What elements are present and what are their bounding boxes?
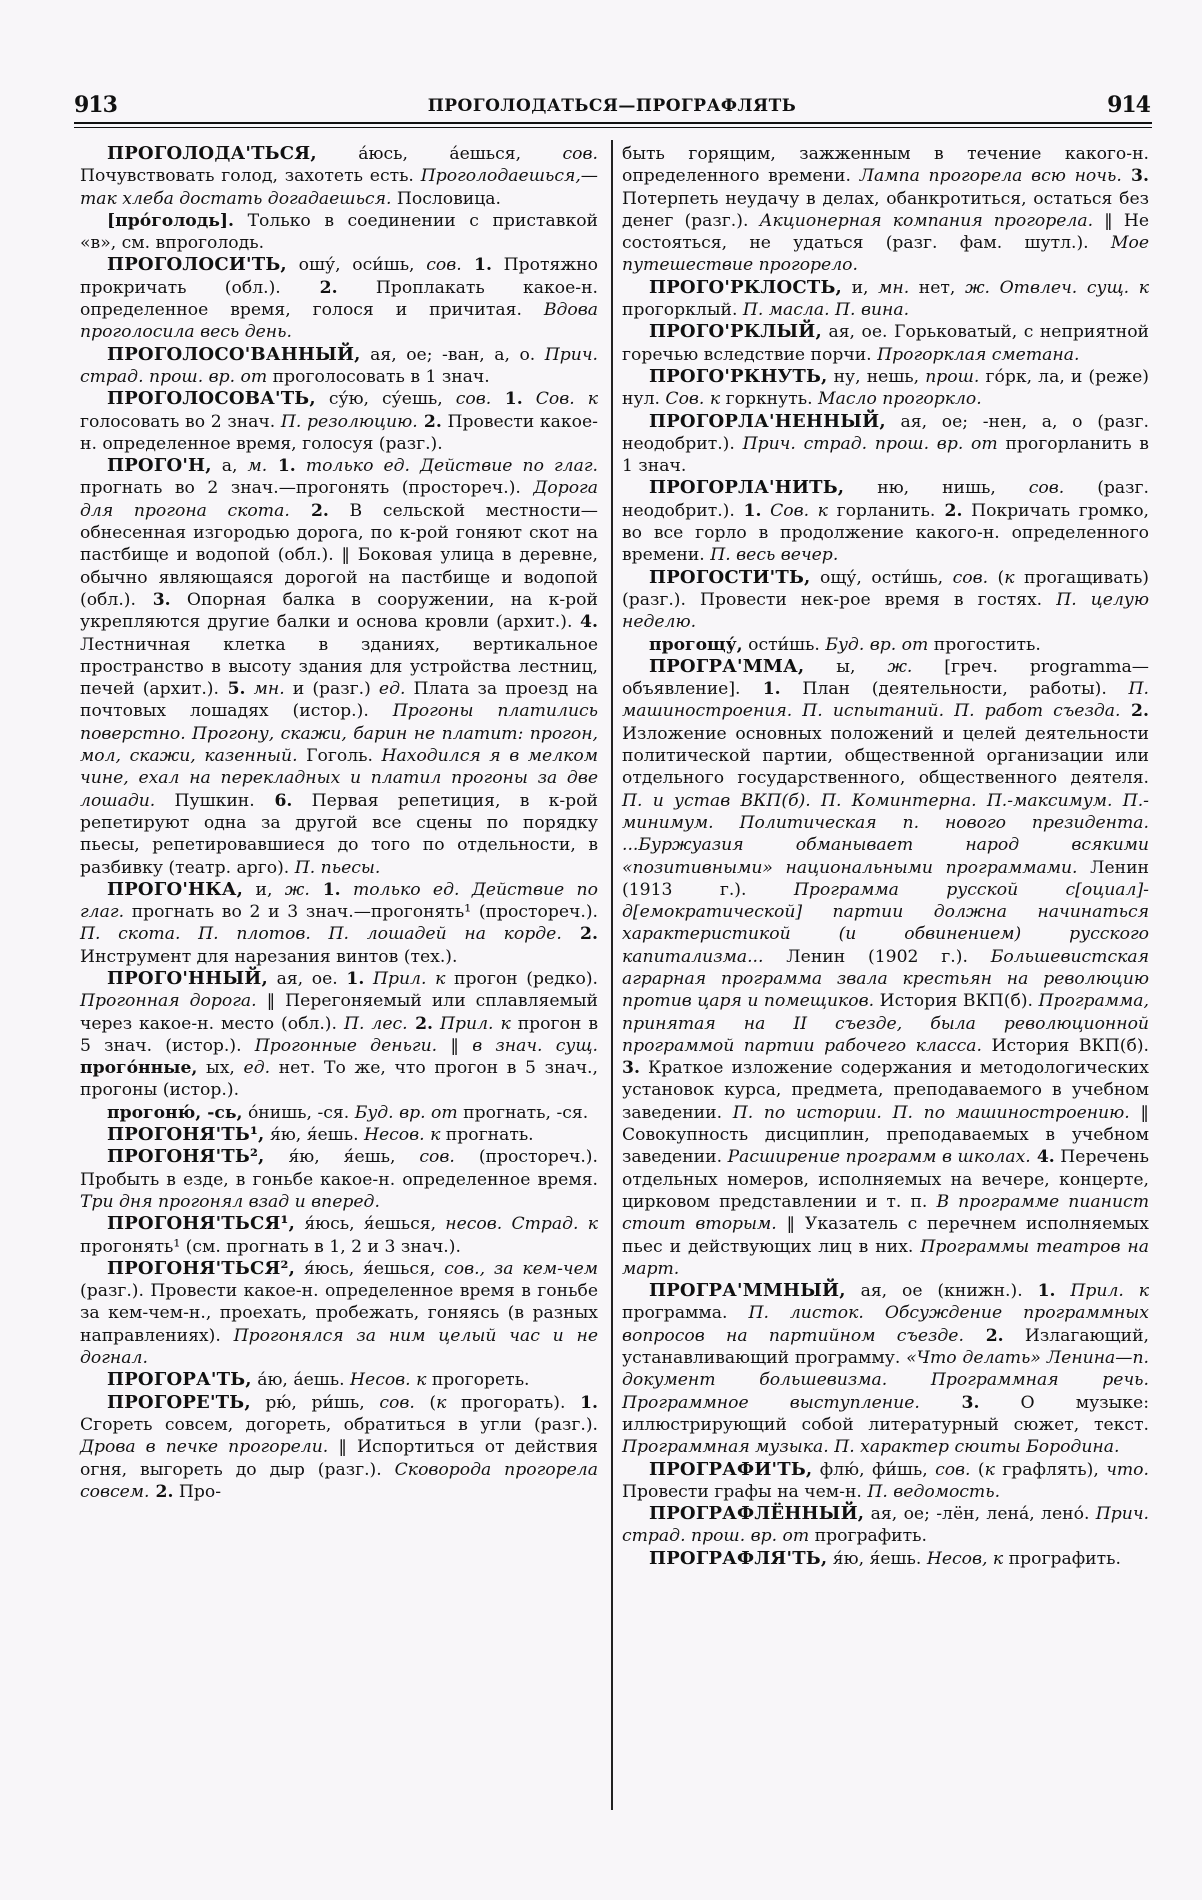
example: В программе пианист стоит вторым.	[622, 1191, 1149, 1235]
example: П. целую неделю.	[622, 589, 1150, 633]
example: Прогонялся за ним целый час и не догнал.	[80, 1325, 598, 1369]
dictionary-entry: ПРОГО'РКНУТЬ, ну, нешь, прош. го́рк, ла, и (реже) нул. Сов. к горкнуть. Масло прогоркло.	[622, 365, 1149, 410]
example: Дрова в печке прогорели.	[80, 1437, 329, 1458]
headword: прогоню́, -сь,	[107, 1102, 243, 1123]
headword: ПРОГОЛОСОВА'ТЬ,	[107, 388, 316, 410]
headword: ПРОГОСТИ'ТЬ,	[649, 566, 811, 588]
dictionary-entry: ПРОГРАФИ'ТЬ, флю́, фи́шь, сов. (к графлять), что. Провести графы на чем-н. П. ведомость.	[622, 1458, 1149, 1502]
headword: ПРОГРА'ММНЫЙ,	[649, 1280, 846, 1302]
dictionary-entry: ПРОГОЛОДА'ТЬСЯ, а́юсь, а́ешься, сов. Почувствовать голод, захотеть есть. Проголодаешься,—так хлеба достать догадаешься. Пословица.	[80, 143, 598, 209]
headword: прогощу́,	[649, 634, 743, 655]
example: Три дня прогонял взад и вперед.	[80, 1191, 380, 1212]
headword: ПРОГО'НКА,	[107, 878, 244, 900]
example: «Что делать» Ленина—п. документ большевизма. Программная речь. Программное выступление.	[622, 1348, 1150, 1413]
example: Расширение программ в школах.	[727, 1147, 1031, 1168]
dictionary-entry: ПРОГОНЯ'ТЬСЯ², я́юсь, я́ешься, сов., за кем-чем (разг.). Провести какое-н. определенное время в гоньбе за кем-чем-н., проехать, пробежать, гоняясь (в разных направлениях). Прогонялся за ним целый час и не догнал.	[80, 1257, 598, 1369]
dictionary-entry: ПРОГОРЛА'НЕННЫЙ, ая, ое; -нен, а, о (разг. неодобрит.). Прич. страд. прош. вр. от прогорланить в 1 знач.	[622, 410, 1150, 477]
dictionary-entry: прогоню́, -сь, о́нишь, -ся. Буд. вр. от прогнать, -ся.	[107, 1102, 589, 1123]
example: П. пьесы.	[294, 857, 381, 878]
headword: [про́голодь].	[107, 210, 235, 231]
dictionary-entry: ПРОГОЛОСИ'ТЬ, ошу́, оси́шь, сов. 1. Протяжно прокричать (обл.). 2. Проплакать какое-н. определенное время, голося и причитая. Вдова проголосила весь день.	[80, 254, 598, 343]
example: Проголодаешься,—так хлеба достать догадаешься.	[80, 166, 598, 209]
headword: ПРОГО'ННЫЙ,	[107, 967, 268, 989]
dictionary-entry: ПРОГРАФЛЯ'ТЬ, я́ю, я́ешь. Несов, к прографить.	[649, 1547, 1121, 1569]
example: Лампа прогорела всю ночь.	[859, 166, 1122, 187]
dictionary-entry: ПРОГРА'ММА, ы, ж. [греч. programma—объявление]. 1. План (деятельности, работы). П. машиностроения. П. испытаний. П. работ съезда. 2. Изложение основных положений и целей деятельности политической партии, общественной организации или отдельного государственного, общественного деятеля. П. и устав ВКП(б). П. Коминтерна. П.-максимум. П.-минимум. Политическая п. нового президента. ...Буржуазия обманывает народ всякими «позитивными» национальными программами. Ленин (1913 г.). Программа русской с[оциал]-д[емократической] партии должна начинаться характеристикой (и обвинением) русского капитализма... Ленин (1902 г.). Большевистская аграрная программа звала крестьян на революцию против царя и помещиков. История ВКП(б). Программа, принятая на II съезде, была революционной программой партии рабочего класса. История ВКП(б). 3. Краткое изложение содержания и методологических установок курса, предмета, преподаваемого в учебном заведении. П. по истории. П. по машиностроению. ‖ Совокупность дисциплин, преподаваемых в учебном заведении. Расширение программ в школах. 4. Перечень отдельных номеров, исполняемых на вечере, концерте, цирковом представлении и т. п. В программе пианист стоит вторым. ‖ Указатель с перечнем исполняемых пьес и действующих лиц в них. Программы театров на март.	[622, 655, 1150, 1279]
example: Находился я в мелком чине, ехал на перекладных и платил прогоны за две лошади.	[80, 746, 598, 811]
headword: ПРОГОНЯ'ТЬ¹,	[107, 1124, 265, 1146]
page-number-right: 914	[1107, 92, 1150, 118]
left-column	[80, 143, 598, 1503]
headword: ПРОГОНЯ'ТЬСЯ¹,	[107, 1213, 296, 1235]
headword: ПРОГОЛОСО'ВАННЫЙ,	[107, 343, 361, 365]
example: Сковорода прогорела совсем.	[80, 1459, 599, 1502]
headword: ПРОГРА'ММА,	[649, 655, 805, 677]
example: П. лес.	[343, 1013, 408, 1034]
example: П. скота. П. плотов. П. лошадей на корде.	[80, 924, 562, 945]
headword: ПРОГОЛОДА'ТЬСЯ,	[107, 143, 317, 164]
headword: ПРОГРАФЛЁННЫЙ,	[649, 1503, 865, 1525]
example: Акционерная компания прогорела.	[759, 210, 1094, 231]
headword: ПРОГОРЛА'НЕННЫЙ,	[649, 410, 886, 432]
example: П. по истории. П. по машиностроению.	[732, 1102, 1130, 1123]
example: П. резолюцию.	[280, 411, 418, 432]
example: Программа русской с[оциал]-д[емократической] партии должна начинаться характеристикой (и обвинением) русского капитализма...	[622, 879, 1149, 967]
dictionary-entry: ПРОГОЛОСОВА'ТЬ, су́ю, су́ешь, сов. 1. Сов. к голосовать во 2 знач. П. резолюцию. 2. Провести какое-н. определенное время, голосуя (разг.).	[80, 388, 598, 454]
headword: ПРОГРАФЛЯ'ТЬ,	[649, 1547, 828, 1569]
headword: ПРОГРАФИ'ТЬ,	[649, 1458, 813, 1480]
column-divider	[611, 140, 613, 1810]
headword: ПРОГОРА'ТЬ,	[107, 1369, 252, 1391]
example: Мое путешествие прогорело.	[622, 233, 1149, 276]
example: П. масла. П. вина.	[742, 300, 910, 321]
example: П. и устав ВКП(б). П. Коминтерна. П.-максимум. П.-минимум. Политическая п. нового президента. ...Буржуазия обманывает народ всякими «позитивными» национальными программами.	[622, 790, 1149, 878]
dictionary-entry: ПРОГО'Н, а, м. 1. только ед. Действие по глаг. прогнать во 2 знач.—прогонять (простореч.). Дорога для прогона скота. 2. В сельской местности—обнесенная изгородью дорога, по к-рой гоняют скот на пастбище и водопой (обл.). ‖ Боковая улица в деревне, обычно являющаяся дорогой на пастбище и водопой (обл.). 3. Опорная балка в сооружении, на к-рой укрепляются другие балки и основа кровли (архит.). 4. Лестничная клетка в зданиях, вертикальное пространство в высоту здания для устройства лестниц, печей (архит.). 5. мн. и (разг.) ед. Плата за проезд на почтовых лошадях (истор.). Прогоны платились поверстно. Прогону, скажи, барин не платит: прогон, мол, скажи, казенный. Гоголь. Находился я в мелком чине, ехал на перекладных и платил прогоны за две лошади. Пушкин. 6. Первая репетиция, в к-рой репетируют одна за другой все сцены по порядку пьесы, репетировавшиеся до того по отдельности, в разбивку (театр. арго). П. пьесы.	[80, 455, 598, 878]
headword: ПРОГО'РКЛЫЙ,	[649, 321, 822, 343]
dictionary-entry: ПРОГО'РКЛОСТЬ, и, мн. нет, ж. Отвлеч. сущ. к прогорклый. П. масла. П. вина.	[622, 276, 1149, 321]
example: Программы театров на март.	[622, 1236, 1149, 1279]
entry-continuation: быть горящим, зажженным в течение какого-н. определенного времени. Лампа прогорела всю ночь. 3. Потерпеть неудачу в делах, обанкротиться, остаться без денег (разг.). Акционерная компания прогорела. ‖ Не состояться, не удаться (разг. фам. шутл.). Мое путешествие прогорело.	[622, 144, 1150, 276]
example: Вдова проголосила весь день.	[80, 300, 598, 343]
header-rule-top	[74, 122, 1152, 124]
page-number-left: 913	[74, 92, 117, 118]
example: Прогоны платились поверстно. Прогону, скажи, барин не платит: прогон, мол, скажи, казенный.	[80, 701, 598, 767]
dictionary-entry: ПРОГОНЯ'ТЬСЯ¹, я́юсь, я́ешься, несов. Страд. к прогонять¹ (см. прогнать в 1, 2 и 3 знач.).	[80, 1213, 598, 1257]
running-head: ПРОГОЛОДАТЬСЯ—ПРОГРАФЛЯТЬ	[427, 96, 797, 116]
example: Программная музыка. П. характер сюиты Бородина.	[622, 1437, 1120, 1458]
dictionary-entry: ПРОГОСТИ'ТЬ, ощу́, ости́шь, сов. (к прогащивать) (разг.). Провести нек-рое время в гостях. П. целую неделю.	[622, 566, 1150, 633]
example: Прогонные деньги.	[254, 1035, 438, 1056]
dictionary-entry: ПРОГОНЯ'ТЬ², я́ю, я́ешь, сов. (простореч.). Пробыть в езде, в гоньбе какое-н. определенное время. Три дня прогонял взад и вперед.	[80, 1146, 598, 1212]
headword: ПРОГО'Н,	[107, 455, 212, 477]
dictionary-entry: ПРОГО'ННЫЙ, ая, ое. 1. Прил. к прогон (редко). Прогонная дорога. ‖ Перегоняемый или сплавляемый через какое-н. место (обл.). П. лес. 2. Прил. к прогон в 5 знач. (истор.). Прогонные деньги. ‖ в знач. сущ. прого́нные, ых, ед. нет. То же, что прогон в 5 знач., прогоны (истор.).	[80, 967, 598, 1101]
header-rule-bottom	[74, 127, 1152, 128]
example: Прогонная дорога.	[80, 991, 257, 1012]
headword: ПРОГОНЯ'ТЬСЯ²,	[107, 1257, 296, 1279]
page-header	[74, 92, 1150, 120]
headword: ПРОГОЛОСИ'ТЬ,	[107, 254, 287, 276]
example: П. листок. Обсуждение программных вопросов на партийном съезде.	[622, 1303, 1149, 1346]
dictionary-entry: прогощу́, ости́шь. Буд. вр. от прогостить.	[649, 634, 1041, 655]
dictionary-entry: ПРОГОНЯ'ТЬ¹, я́ю, я́ешь. Несов. к прогнать.	[107, 1124, 534, 1146]
headword: ПРОГО'РКЛОСТЬ,	[649, 276, 842, 298]
dictionary-entry: [про́голодь]. Только в соединении с приставкой «в», см. впроголодь.	[80, 210, 598, 254]
dictionary-entry: ПРОГРА'ММНЫЙ, ая, ое (книжн.). 1. Прил. к программа. П. листок. Обсуждение программных вопросов на партийном съезде. 2. Излагающий, устанавливающий программу. «Что делать» Ленина—п. документ большевизма. Программная речь. Программное выступление. 3. О музыке: иллюстрирующий собой литературный сюжет, текст. Программная музыка. П. характер сюиты Бородина.	[622, 1280, 1150, 1458]
example: П. ведомость.	[867, 1481, 1001, 1502]
headword: ПРОГОРЕ'ТЬ,	[107, 1391, 251, 1413]
dictionary-entry: ПРОГРАФЛЁННЫЙ, ая, ое; -лён, лена́, лено́. Прич. страд. прош. вр. от прографить.	[622, 1503, 1149, 1547]
headword: ПРОГО'РКНУТЬ,	[649, 365, 828, 387]
dictionary-entry: ПРОГО'НКА, и, ж. 1. только ед. Действие по глаг. прогнать во 2 и 3 знач.—прогонять¹ (простореч.). П. скота. П. плотов. П. лошадей на корде. 2. Инструмент для нарезания винтов (тех.).	[80, 878, 598, 967]
example: Дорога для прогона скота.	[80, 478, 598, 521]
example: П. машиностроения. П. испытаний. П. работ съезда.	[622, 679, 1149, 722]
right-column	[622, 143, 1149, 1570]
example: Прогорклая сметана.	[877, 344, 1080, 365]
example: Масло прогоркло.	[818, 389, 982, 410]
example: Большевистская аграрная программа звала крестьян на революцию против царя и помещиков.	[622, 946, 1149, 1012]
dictionary-entry: ПРОГОРЛА'НИТЬ, ню, нишь, сов. (разг. неодобрит.). 1. Сов. к горланить. 2. Покричать громко, во все горло в продолжение какого-н. определенного времени. П. весь вечер.	[622, 477, 1150, 566]
headword: ПРОГОНЯ'ТЬ²,	[107, 1146, 265, 1168]
dictionary-entry: ПРОГО'РКЛЫЙ, ая, ое. Горьковатый, с неприятной горечью вследствие порчи. Прогорклая сметана.	[622, 321, 1150, 365]
dictionary-entry: ПРОГОЛОСО'ВАННЫЙ, ая, ое; -ван, а, о. Прич. страд. прош. вр. от проголосовать в 1 знач.	[80, 343, 598, 387]
dictionary-entry: ПРОГОРА'ТЬ, а́ю, а́ешь. Несов. к прогореть.	[107, 1369, 530, 1391]
example: Программа, принятая на II съезде, была революционной программой партии рабочего класса.	[622, 991, 1149, 1056]
headword: ПРОГОРЛА'НИТЬ,	[649, 477, 845, 499]
dictionary-entry: ПРОГОРЕ'ТЬ, рю́, ри́шь, сов. (к прогорать). 1. Сгореть совсем, догореть, обратиться в угли (разг.). Дрова в печке прогорели. ‖ Испортиться от действия огня, выгореть до дыр (разг.). Сковорода прогорела совсем. 2. Про-	[80, 1391, 599, 1502]
example: П. весь вечер.	[710, 545, 839, 566]
